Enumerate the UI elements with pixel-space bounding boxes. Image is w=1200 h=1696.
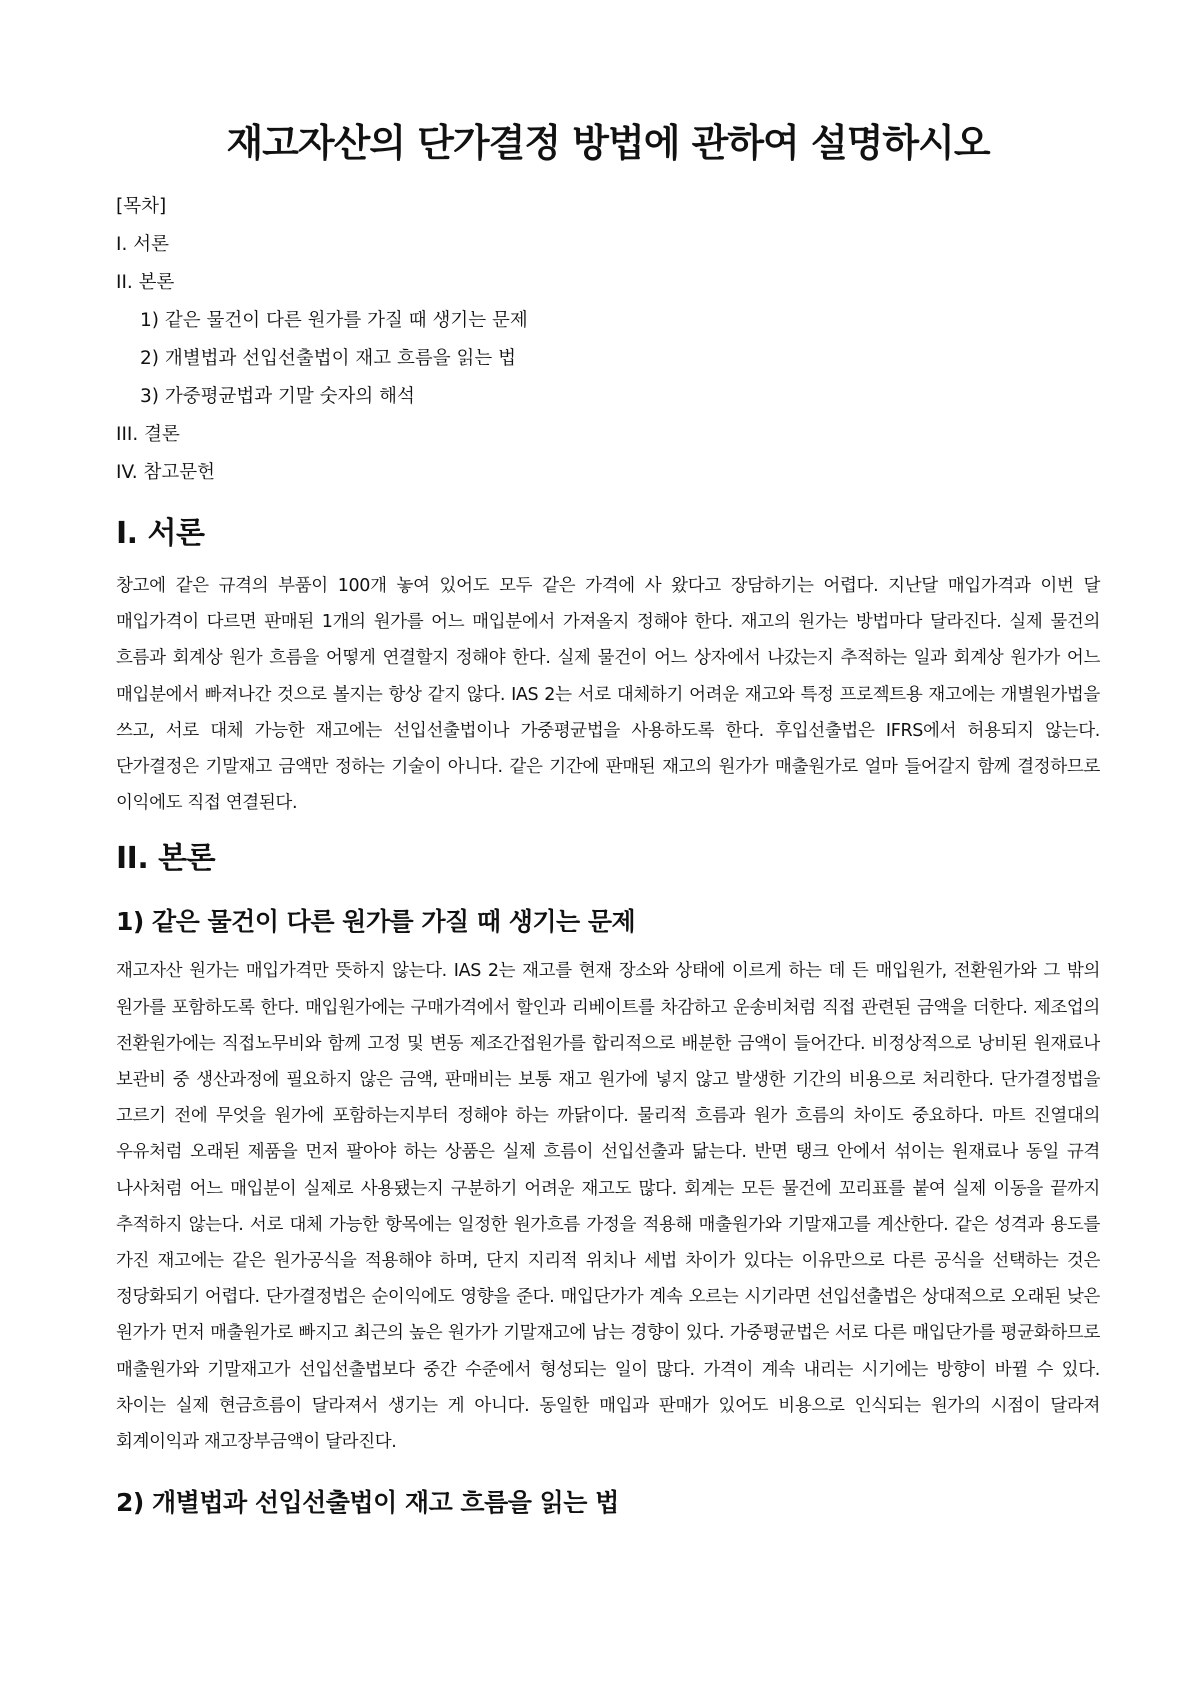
intro-paragraph: 창고에 같은 규격의 부품이 100개 놓여 있어도 모두 같은 가격에 사 왔다고 장담하기는 어렵다. 지난달 매입가격과 이번 달 매입가격이 다르면 판매된 1개의 원가를 어느 매입분에서 가져올지 정해야 한다. 재고의 원가는 방법마다 달라진다. 실제 물건의 흐름과 회계상 원가 흐름을 어떻게 연결할지 정해야 한다. 실제 물건이 어느 상자에서 나갔는지 추적하는 일과 회계상 원가가 어느 매입분에서 빠져나간 것으로 볼지는 항상 같지 않다. IAS 2는 서로 대체하기 어려운 재고와 특정 프로젝트용 재고에는 개별원가법을 쓰고, 서로 대체 가능한 재고에는 선입선출법이나 가중평균법을 사용하도록 한다. 후입선출법은 IFRS에서 허용되지 않는다. 단가결정은 기말재고 금액만 정하는 기술이 아니다. 같은 기간에 판매된 재고의 원가가 매출원가로 얼마 들어갈지 함께 결정하므로 이익에도 직접 연결된다. bbox=[116, 576, 1100, 814]
section-heading-intro: I. 서론 bbox=[116, 516, 205, 551]
document-title: 재고자산의 단가결정 방법에 관하여 설명하시오 bbox=[226, 121, 990, 165]
table-of-contents bbox=[116, 188, 1100, 492]
toc-item: I. 서론 bbox=[116, 234, 169, 255]
toc-item: 2) 개별법과 선입선출법이 재고 흐름을 읽는 법 bbox=[140, 348, 516, 369]
toc-item: IV. 참고문헌 bbox=[116, 462, 215, 483]
toc-item: 1) 같은 물건이 다른 원가를 가질 때 생기는 문제 bbox=[140, 310, 528, 331]
toc-heading: [목차] bbox=[116, 196, 167, 217]
toc-item: II. 본론 bbox=[116, 272, 175, 293]
subsection-heading-2: 2) 개별법과 선입선출법이 재고 흐름을 읽는 법 bbox=[116, 1488, 619, 1518]
subsection-1-paragraph: 재고자산 원가는 매입가격만 뜻하지 않는다. IAS 2는 재고를 현재 장소와 상태에 이르게 하는 데 든 매입원가, 전환원가와 그 밖의 원가를 포함하도록 한다. 매입원가에는 구매가격에서 할인과 리베이트를 차감하고 운송비처럼 직접 관련된 금액을 더한다. 제조업의 전환원가에는 직접노무비와 함께 고정 및 변동 제조간접원가를 합리적으로 배분한 금액이 들어간다. 비정상적으로 낭비된 원재료나 보관비 중 생산과정에 필요하지 않은 금액, 판매비는 보통 재고 원가에 넣지 않고 발생한 기간의 비용으로 처리한다. 단가결정법을 고르기 전에 무엇을 원가에 포함하는지부터 정해야 하는 까닭이다. 물리적 흐름과 원가 흐름의 차이도 중요하다. 마트 진열대의 우유처럼 오래된 제품을 먼저 팔아야 하는 상품은 실제 흐름이 선입선출과 닮는다. 반면 탱크 안에서 섞이는 원재료나 동일 규격 나사처럼 어느 매입분이 실제로 사용됐는지 구분하기 어려운 재고도 많다. 회계는 모든 물건에 꼬리표를 붙여 실제 이동을 끝까지 추적하지 않는다. 서로 대체 가능한 항목에는 일정한 원가흐름 가정을 적용해 매출원가와 기말재고를 계산한다. 같은 성격과 용도를 가진 재고에는 같은 원가공식을 적용해야 하며, 단지 지리적 위치나 세법 차이가 있다는 이유만으로 다른 공식을 선택하는 것은 정당화되기 어렵다. 단가결정법은 순이익에도 영향을 준다. 매입단가가 계속 오르는 시기라면 선입선출법은 상대적으로 오래된 낮은 원가가 먼저 매출원가로 빠지고 최근의 높은 원가가 기말재고에 남는 경향이 있다. 가중평균법은 서로 다른 매입단가를 평균화하므로 매출원가와 기말재고가 선입선출법보다 중간 수준에서 형성되는 일이 많다. 가격이 계속 내리는 시기에는 방향이 바뀔 수 있다. 차이는 실제 현금흐름이 달라져서 생기는 게 아니다. 동일한 매입과 판매가 있어도 비용으로 인식되는 원가의 시점이 달라져 회계이익과 재고장부금액이 달라진다. bbox=[116, 961, 1100, 1453]
section-heading-body: II. 본론 bbox=[116, 841, 216, 877]
subsection-heading-1: 1) 같은 물건이 다른 원가를 가질 때 생기는 문제 bbox=[116, 907, 636, 937]
toc-item: 3) 가중평균법과 기말 숫자의 해석 bbox=[140, 386, 415, 407]
toc-item: III. 결론 bbox=[116, 424, 180, 445]
